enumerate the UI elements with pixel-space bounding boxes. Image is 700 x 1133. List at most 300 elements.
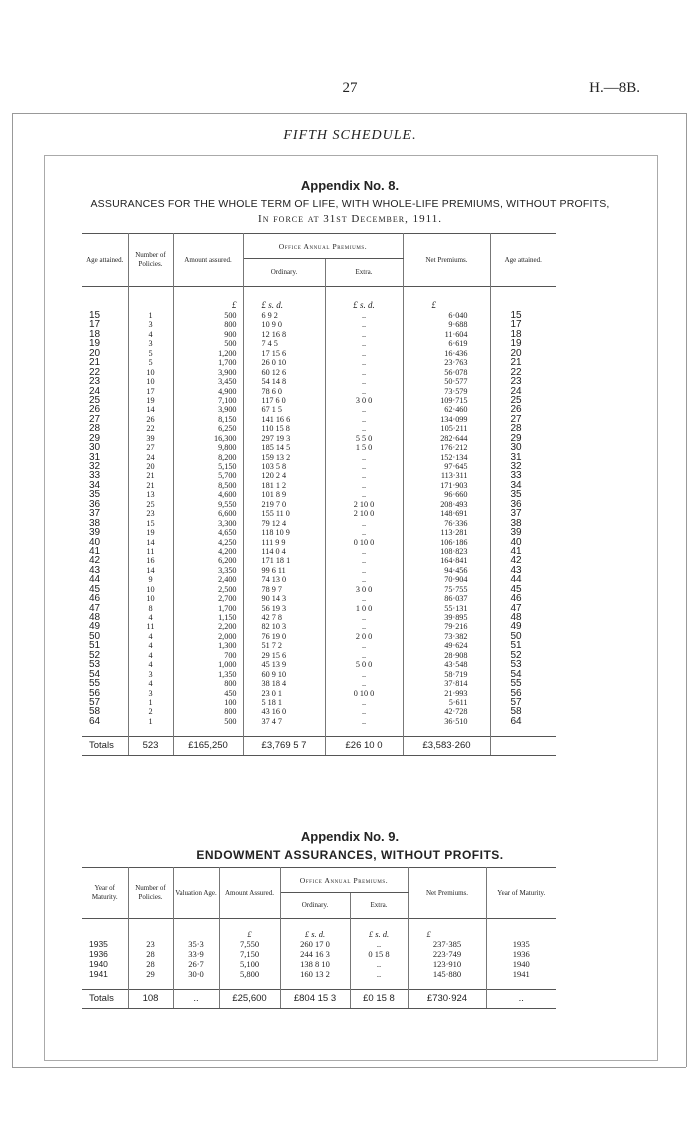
page-rule-top [12,113,686,114]
cell-extra: .. [325,462,403,471]
cell-age: 18 [82,330,128,339]
table-row [82,585,556,594]
cell-age-right: 32 [510,461,522,472]
cell-age-right: 41 [510,545,522,557]
cell-policies: 4 [128,641,173,650]
table-row [82,405,556,414]
table-row [82,594,556,603]
table-row [82,547,556,556]
col-header-policies: Number of Policies. [128,234,173,287]
cell-policies: 4 [128,660,173,669]
cell-age: 25 [82,396,128,405]
table-row [82,424,556,433]
unit-ordinary: £ s. d. [243,299,325,311]
cell-amount: 7,550 [219,939,280,949]
cell-amount: 3,350 [173,566,243,575]
cell-amount: 3,300 [173,519,243,528]
cell-policies: 16 [128,556,173,565]
unit-net: £ [403,299,490,311]
cell-age-right: 29 [510,432,522,444]
table-row [82,330,556,339]
cell-policies: 4 [128,330,173,339]
appendix8-subtitle-date: In force at 31st December, 1911. [258,213,442,225]
cell-amount: 1,000 [173,660,243,669]
cell-age-right: 43 [510,564,522,576]
cell-policies: 4 [128,651,173,660]
col-header-age-right: Age attained. [504,255,542,264]
cell-net: 148·691 [403,509,490,518]
cell-amount: 500 [173,311,243,320]
cell-policies: 10 [128,377,173,386]
cell-policies: 4 [128,679,173,688]
cell-net: 86·037 [403,594,490,603]
cell-age: 30 [82,443,128,452]
cell-age-right: 26 [510,404,522,416]
cell-policies: 10 [128,368,173,377]
cell-age-right: 53 [510,659,522,671]
cell-extra: .. [325,566,403,575]
cell-age-right: 22 [510,366,522,378]
cell-year: 1941 [82,969,128,979]
unit-extra: £ s. d. [325,299,403,311]
cell-net: 109·715 [403,396,490,405]
cell-policies: 19 [128,396,173,405]
cell-valuation-age: 26·7 [173,959,219,969]
col-header-age: Age attained. [82,234,128,287]
cell-age-right: 36 [510,498,522,510]
table-row [82,707,556,716]
cell-amount: 3,450 [173,377,243,386]
cell-extra: .. [325,613,403,622]
cell-ordinary: 42 7 8 [243,613,325,622]
cell-amount: 900 [173,330,243,339]
cell-age-right: 44 [510,574,522,586]
totals-year-right: .. [486,990,556,1009]
col-header-office-premiums: Office Annual Premiums. [280,868,408,893]
cell-amount: 4,600 [173,490,243,499]
cell-amount: 2,700 [173,594,243,603]
cell-age-right: 30 [510,442,522,454]
cell-ordinary: 45 13 9 [243,660,325,669]
cell-ordinary: 23 0 1 [243,689,325,698]
cell-amount: 500 [173,339,243,348]
cell-net: 123·910 [408,959,486,969]
cell-age: 35 [82,490,128,499]
table-row [82,651,556,660]
cell-ordinary: 101 8 9 [243,490,325,499]
table-row [82,453,556,462]
col-header-amount: Amount assured. [173,234,243,287]
table-row [82,377,556,386]
cell-age: 33 [82,471,128,480]
cell-extra: .. [325,556,403,565]
cell-net: 152·134 [403,453,490,462]
cell-amount: 1,700 [173,604,243,613]
cell-age-right: 21 [510,357,522,369]
cell-valuation-age: 35·3 [173,939,219,949]
cell-net: 113·311 [403,471,490,480]
cell-net: 55·131 [403,604,490,613]
totals-label: Totals [82,736,128,755]
cell-amount: 2,200 [173,622,243,631]
cell-ordinary: 78 6 0 [243,387,325,396]
cell-ordinary: 7 4 5 [243,339,325,348]
cell-age-right: 15 [510,310,522,321]
cell-ordinary: 10 9 0 [243,320,325,329]
cell-policies: 24 [128,453,173,462]
cell-amount: 5,100 [219,959,280,969]
col-header-year-right: Year of Maturity. [497,888,546,897]
cell-extra: 1 5 0 [325,443,403,452]
cell-amount: 1,200 [173,349,243,358]
cell-net: 223·749 [408,949,486,959]
table-row [82,679,556,688]
cell-net: 145·880 [408,969,486,979]
cell-policies: 15 [128,519,173,528]
table-row [82,575,556,584]
cell-ordinary: 99 6 11 [243,566,325,575]
cell-extra: .. [325,405,403,414]
table-row [82,311,556,320]
unit-amount: £ [219,929,280,939]
cell-policies: 3 [128,670,173,679]
cell-amount: 800 [173,320,243,329]
cell-net: 75·755 [403,585,490,594]
cell-policies: 25 [128,500,173,509]
cell-extra: .. [325,320,403,329]
schedule-title: FIFTH SCHEDULE. [283,128,417,143]
cell-net: 9·688 [403,320,490,329]
cell-policies: 19 [128,528,173,537]
cell-amount: 2,500 [173,585,243,594]
cell-age: 40 [82,538,128,547]
cell-extra: .. [325,481,403,490]
cell-policies: 22 [128,424,173,433]
cell-ordinary: 219 7 0 [243,500,325,509]
table-row [82,969,556,979]
table-row [82,387,556,396]
cell-policies: 28 [128,959,173,969]
cell-net: 282·644 [403,434,490,443]
cell-net: 96·660 [403,490,490,499]
col-header-ordinary: Ordinary. [280,893,350,919]
cell-age-right: 54 [510,668,522,680]
cell-amount: 100 [173,698,243,707]
cell-policies: 3 [128,689,173,698]
totals-amount: £165,250 [173,736,243,755]
cell-ordinary: 82 10 3 [243,622,325,631]
cell-net: 237·385 [408,939,486,949]
page-rule-bottom [12,1067,686,1068]
totals-label: Totals [82,990,128,1009]
cell-net: 58·719 [403,670,490,679]
appendix8-subtitle: ASSURANCES FOR THE WHOLE TERM OF LIFE, WITH WHOLE-LIFE PREMIUMS, WITHOUT PROFITS, [90,198,610,210]
cell-policies: 14 [128,538,173,547]
cell-policies: 8 [128,604,173,613]
page-rule-right [686,113,687,1067]
cell-net: 23·763 [403,358,490,367]
cell-age: 58 [82,707,128,716]
cell-net: 106·186 [403,538,490,547]
cell-ordinary: 138 8 10 [280,959,350,969]
cell-ordinary: 51 7 2 [243,641,325,650]
cell-net: 11·604 [403,330,490,339]
cell-ordinary: 185 14 5 [243,443,325,452]
cell-age-right: 37 [510,508,522,520]
cell-amount: 4,650 [173,528,243,537]
cell-age: 32 [82,462,128,471]
cell-amount: 7,100 [173,396,243,405]
cell-age: 46 [82,594,128,603]
cell-policies: 23 [128,509,173,518]
cell-extra: 5 0 0 [325,660,403,669]
cell-extra: 2 10 0 [325,509,403,518]
col-header-net: Net Premiums. [403,234,490,287]
appendix8-title: Appendix No. 8. [300,178,400,193]
table-row [82,717,556,726]
table-row [82,660,556,669]
cell-age-right: 52 [510,649,522,661]
appendix9-table [82,867,556,1009]
cell-ordinary: 120 2 4 [243,471,325,480]
cell-net: 6·040 [403,311,490,320]
cell-extra: .. [325,415,403,424]
cell-ordinary: 12 16 8 [243,330,325,339]
cell-age-right: 18 [510,328,522,340]
table-row [82,528,556,537]
cell-year: 1936 [82,949,128,959]
cell-extra: .. [325,707,403,716]
cell-year-right: 1941 [512,969,530,979]
cell-age-right: 46 [510,593,522,605]
cell-net: 50·577 [403,377,490,386]
cell-age: 26 [82,405,128,414]
cell-amount: 6,200 [173,556,243,565]
cell-age-right: 38 [510,517,522,529]
cell-extra: .. [325,311,403,320]
cell-age-right: 19 [510,338,522,350]
cell-net: 208·493 [403,500,490,509]
cell-extra: .. [325,651,403,660]
cell-age: 45 [82,585,128,594]
cell-ordinary: 155 11 0 [243,509,325,518]
cell-extra: .. [325,330,403,339]
cell-age: 37 [82,509,128,518]
cell-policies: 3 [128,320,173,329]
cell-age: 49 [82,622,128,631]
cell-amount: 8,500 [173,481,243,490]
cell-ordinary: 5 18 1 [243,698,325,707]
cell-ordinary: 74 13 0 [243,575,325,584]
totals-valuation-age: .. [173,990,219,1009]
cell-amount: 450 [173,689,243,698]
cell-amount: 5,700 [173,471,243,480]
cell-extra: .. [325,717,403,726]
cell-extra: 5 5 0 [325,434,403,443]
cell-extra: .. [325,679,403,688]
cell-age-right: 58 [510,706,522,718]
cell-policies: 5 [128,358,173,367]
cell-ordinary: 181 1 2 [243,481,325,490]
cell-policies: 21 [128,471,173,480]
cell-age: 44 [82,575,128,584]
cell-extra: .. [325,698,403,707]
cell-extra: .. [325,377,403,386]
cell-ordinary: 297 19 3 [243,434,325,443]
cell-ordinary: 38 18 4 [243,679,325,688]
cell-extra: .. [350,969,408,979]
unit-extra: £ s. d. [350,929,408,939]
cell-age: 34 [82,481,128,490]
cell-age-right: 23 [510,376,522,388]
table-row [82,396,556,405]
cell-ordinary: 244 16 3 [280,949,350,959]
cell-age: 43 [82,566,128,575]
cell-net: 36·510 [403,717,490,726]
cell-policies: 2 [128,707,173,716]
cell-age-right: 47 [510,602,522,614]
cell-ordinary: 141 16 6 [243,415,325,424]
cell-amount: 4,900 [173,387,243,396]
table-row [82,509,556,518]
cell-amount: 1,350 [173,670,243,679]
cell-amount: 1,300 [173,641,243,650]
cell-amount: 8,200 [173,453,243,462]
cell-age-right: 50 [510,630,522,642]
unit-amount: £ [173,299,243,311]
col-header-ordinary: Ordinary. [243,259,325,287]
unit-ordinary: £ s. d. [280,929,350,939]
cell-ordinary: 60 9 10 [243,670,325,679]
cell-extra: .. [325,528,403,537]
cell-ordinary: 79 12 4 [243,519,325,528]
cell-net: 21·993 [403,689,490,698]
cell-extra: .. [325,490,403,499]
table-row [82,519,556,528]
cell-age-right: 45 [510,583,522,595]
cell-ordinary: 43 16 0 [243,707,325,716]
cell-policies: 39 [128,434,173,443]
table-row [82,632,556,641]
table-row [82,622,556,631]
cell-ordinary: 17 15 6 [243,349,325,358]
totals-ordinary: £804 15 3 [280,990,350,1009]
cell-age: 31 [82,453,128,462]
cell-age: 48 [82,613,128,622]
col-header-year: Year of Maturity. [82,868,128,919]
cell-net: 39·895 [403,613,490,622]
cell-age-right: 42 [510,555,522,567]
col-header-office-premiums: Office Annual Premiums. [243,234,403,259]
table-row [82,939,556,949]
cell-amount: 9,550 [173,500,243,509]
cell-extra: .. [325,424,403,433]
cell-amount: 800 [173,707,243,716]
cell-year: 1935 [82,939,128,949]
cell-year-right: 1935 [512,939,530,949]
cell-year-right: 1936 [512,949,530,959]
table-row [82,959,556,969]
cell-policies: 10 [128,585,173,594]
cell-ordinary: 37 4 7 [243,717,325,726]
appendix9-title: Appendix No. 9. [300,829,400,844]
cell-extra: 0 10 0 [325,538,403,547]
table-row [82,556,556,565]
cell-ordinary: 78 9 7 [243,585,325,594]
cell-net: 79·216 [403,622,490,631]
cell-policies: 13 [128,490,173,499]
cell-amount: 1,700 [173,358,243,367]
cell-age: 36 [82,500,128,509]
col-header-policies: Number of Policies. [128,868,173,919]
cell-amount: 700 [173,651,243,660]
cell-policies: 27 [128,443,173,452]
cell-policies: 1 [128,717,173,726]
table-row [82,490,556,499]
cell-net: 171·903 [403,481,490,490]
cell-amount: 16,300 [173,434,243,443]
table-row [82,434,556,443]
cell-extra: .. [350,939,408,949]
cell-age: 15 [82,311,128,320]
cell-amount: 6,600 [173,509,243,518]
cell-age: 51 [82,641,128,650]
cell-extra: .. [325,519,403,528]
table-row [82,471,556,480]
table-row [82,500,556,509]
cell-age: 22 [82,368,128,377]
cell-extra: .. [325,670,403,679]
table-row [82,462,556,471]
cell-age-right: 17 [510,319,522,331]
col-header-net: Net Premiums. [408,868,486,919]
cell-ordinary: 54 14 8 [243,377,325,386]
cell-age: 57 [82,698,128,707]
table-row [82,349,556,358]
cell-net: 97·645 [403,462,490,471]
cell-extra: .. [325,358,403,367]
cell-ordinary: 103 5 8 [243,462,325,471]
cell-net: 28·908 [403,651,490,660]
cell-valuation-age: 33·9 [173,949,219,959]
cell-age-right: 24 [510,385,522,397]
cell-extra: .. [325,641,403,650]
cell-age-right: 33 [510,470,522,482]
cell-ordinary: 114 0 4 [243,547,325,556]
cell-age-right: 28 [510,423,522,435]
cell-policies: 4 [128,632,173,641]
cell-year: 1940 [82,959,128,969]
cell-age: 29 [82,434,128,443]
cell-age-right: 31 [510,451,522,463]
cell-extra: 1 0 0 [325,604,403,613]
cell-policies: 17 [128,387,173,396]
cell-policies: 21 [128,481,173,490]
cell-ordinary: 90 14 3 [243,594,325,603]
cell-amount: 800 [173,679,243,688]
cell-amount: 6,250 [173,424,243,433]
cell-extra: .. [325,453,403,462]
cell-ordinary: 111 9 9 [243,538,325,547]
table-row [82,358,556,367]
cell-age: 53 [82,660,128,669]
cell-policies: 20 [128,462,173,471]
totals-net: £730·924 [408,990,486,1009]
cell-extra: .. [325,387,403,396]
cell-net: 105·211 [403,424,490,433]
cell-policies: 10 [128,594,173,603]
cell-net: 73·382 [403,632,490,641]
